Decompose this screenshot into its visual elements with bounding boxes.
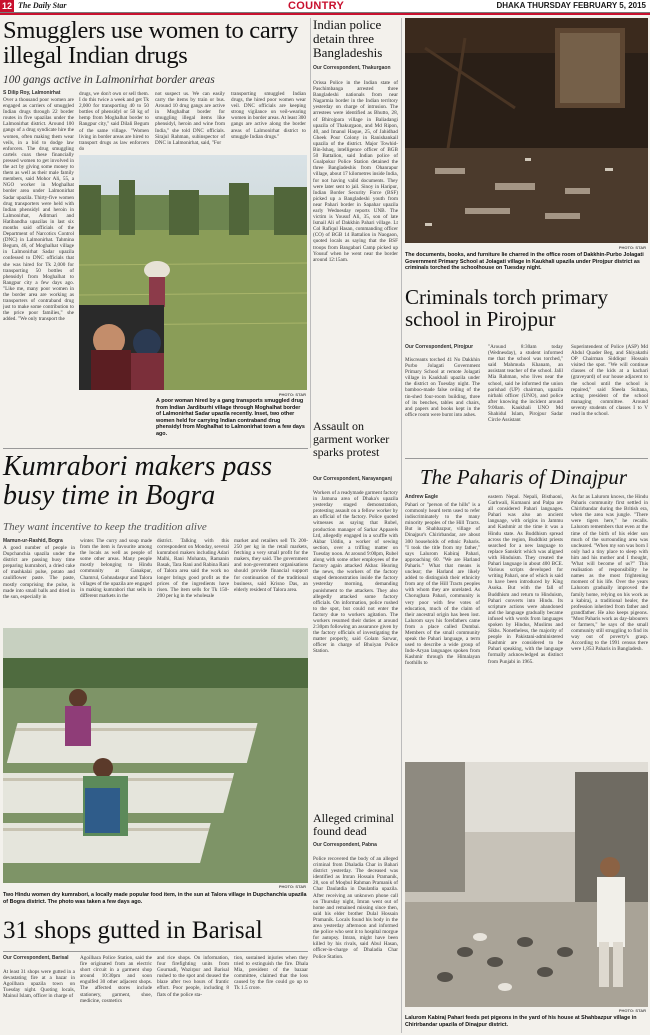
column-rule <box>401 18 402 1033</box>
kumrabori-headline: Kumrabori makers pass busy time in Bogra <box>3 451 273 511</box>
kumrabori-photo-credit: PHOTO: STAR <box>278 884 306 889</box>
smuggling-caption: A poor woman hired by a gang transports smuggled drug from Indian Jardiburhi village through Moghalhat border of Lalmonirhat Sadar upazila recently. Inset, two other women held for carrying Indian contraband drug phensidyl from Moghalhat to Lalmonirhat town a few days ago. <box>156 398 305 437</box>
dead-headline: Alleged criminal found dead <box>313 811 394 838</box>
smuggling-col-2: drugs, we don't own or sell them. I do this twice a week and get Tk 2,000 for transporting 40 to 50 bottles of phensidyl or 50 kg of hemp from Moghalhat border to Rangpur city," said Dilali Begum of the same village. "Women living in border areas are hired to transport drugs as law enforcers do <box>79 91 149 151</box>
paharis-photo <box>405 762 648 1007</box>
dead-byline: Our Correspondent, Pabna <box>313 842 377 848</box>
kumrabori-byline: Mamun-ur-Rashid, Bogra <box>3 538 63 544</box>
school-fire-photo <box>405 18 648 243</box>
dateline: DHAKA THURSDAY FEBRUARY 5, 2015 <box>496 1 646 10</box>
smuggling-col-1: Over a thousand poor women are engaged as carriers of smuggled Indian drugs through 22 border routes in five upazilas under the Lalmonirhat district. Around 100 gangs of a drug syndicate hire the women, often making them wear veils, in a bid to dodge law enforcers. The drug smuggling cartels coax these financially pressed women to get involved in the act by giving some money to them as well as their male family members, said Mohor Ali, 55, a NGO worker in Moghalhat border area under Lalmonirhat Sadar upazila. Thirty-five women drug transporters were held with Indian phensidyl and heroin in Lalmonirhat, Aditmari and Hatibandha upazilas in last six months said officials of the Department of Narcotics Control (DNC) in Lalmonirhat. Tahmina Begum, 46, of Moghalhat village in Lalmonirhat Sadar upazila confessed to DNC officials that she was hired for Tk 2,000 for transporting 50 bottles of phensidyl from Moghalhat to Rangpur city a few days ago. "Like me, many poor women in the border area are working as transporters of contraband drug just to make some contribution to the price poor families," she added. "We only transport the <box>3 97 74 323</box>
paharis-headline: The Paharis of Dinajpur <box>420 465 628 489</box>
paharis-col-2: eastern Nepal. Nepali, Bisthaoni, Garhwali, Kumauni and Palpa are all considered Pahari languages. Pahari was also an ancient language, with origins in Jammu and Kashmir at the time it was a Hindu state. As Buddhism spread across the region, Buddhist priests searched for a new language to replace Sanskrit which was aligned with Hinduism. They created the Pahari language in about 400 BCE. Various scripts developed for writing Pahari, one of which is said to have been introduced by King Asoka. But with the fall of Buddhism and return to Hinduism, Pahari converts into Hindu. Its scripture actions were abandoned and the language gradually became infused with words from languages spoken by Hindus, Muslims and Sikhs. Nonetheless, the majority of people in Pakistani-administered Kashmir are considered to be Pahari speaking, with the language formally acknowledged as distinct from Punjabi in 1965. <box>488 494 563 665</box>
paper-name: The Daily Star <box>18 1 67 10</box>
header-rule <box>0 13 650 15</box>
kumrabori-photo <box>3 628 308 883</box>
column-rule <box>310 18 311 448</box>
garment-byline: Our Correspondent, Narayanganj <box>313 476 392 482</box>
dead-body: Police recovered the body of an alleged criminal from Dhaladia Char in Bahari district yesterday. The deceased was identified as Imran Hossain Pramanik, 28, son of Moqbul Rahman Pramanik of Char Daulatdia in Daulatdia upazila. After receiving an unknown phone call on Thursday night, Imran went out of home and remained missing since then, said his elder brother Dulal Hossain Pramanik. Locals found his body in the area yesterday afternoon and informed the police who sent it to hospital morgue for autopsy. Imran, might have been killed by his rivals, said Abul Hasan, officer-in-charge of Dhaladia Char Police Station. <box>313 856 398 960</box>
barisal-col-2: Agoilhara Police Station, said the fire originated from an electric short circuit in a garment shop around 10:30pm and soon engulfed 30 other adjacent shops. The affected stores include stationery, garment, shoe, medicine, cosmetics <box>80 955 152 1004</box>
pirojpur-byline: Our Correspondent, Pirojpur <box>405 344 474 350</box>
police-headline: Indian police detain three Bangladeshis <box>313 17 383 60</box>
barisal-headline: 31 shops gutted in Barisal <box>3 917 263 944</box>
barisal-byline: Our Correspondent, Barisal <box>3 955 69 961</box>
barisal-col-3: and rice shops. On information, four firefighting units from Gournadi, Wazirpur and Barisal rushed to the spot and doused the blaze after two hours of frantic effort. Poor people, including 8 flats of the police sta- <box>157 955 229 998</box>
police-byline: Our Correspondent, Thakurgaon <box>313 65 391 71</box>
police-body: Orissa Police in the Indian state of Paschimbanga arrested three Bangladeshi nationals from near Nagarmia border in the Indian territory yesterday on charge of intrusion. The arrestees were identified as Bhutto, 28, of Bhirojpara village in Baliadangi upazila of Thakurgaon, and Md Ripon, 40, and Imanul Haque, 25, of Jahidhad Gheek Pour Colony in Ranishankail upazila of the district. Major Towhid-Bin-Ishaq, intelligence officer of BGB 50 Battalion, said Indian police of Goalpokur Police Station detained the three Bangladeshis from Ohanrapur village, about 17 kilometres inside India, for not having valid documents. They were later sent to jail. Sinoy in Haripur, Indian Border Security Force (BSF) picked up a Bangladeshi youth from near Pahari border in Sapahar upazila early Wednesday reports UNB. The victim is Yousuf Ali, 35, son of late Ismail Ali of Dakkhin Pahari village. Lt Col Rafiqul Hasan, commanding officer (CO) of BGB 14 Battalion in Naogaon, quoted locals as saying that the BSF troops from Bangabari Camp picked up Yousuf when he went near the border around 12:15am. <box>313 80 398 263</box>
paharis-col-3: As far as Lalurom knows, the Hindu Paharis community first settled in Chirirbandar during the British era, when the area was jungle. "There were tigers here," he recalls. Lalurom remembers that even at the time of the birth of his elder son much of the surrounding area was uncleared. "When my son was born I only had a tiny place to sleep with him and his mother and I thought, 'What will become of us?'" This realisation of responsibility he names as the most frightening moment of his life. Over the years Lalurom gradually improved the family home, relying on his work as a kabiraj, a traditional healer, the profession inherited from father and grandfather. He also keeps pigeons. "Most Paharis work as day-labourers or farmers," he says of the small community still struggling to find its way out of poverty's grasp. According to the 1991 census there were 1,853 Paharis in Bangladesh. <box>571 494 648 653</box>
smuggling-col-4: transporting smuggled Indian drugs, the hired poor women wear veil. DNC officials are keeping strong vigilance on veil-wearing women in border areas. At least 300 gangs are active along the border areas of Lalmonirhat district to smuggle Indian drugs." <box>231 91 306 140</box>
garment-body: Workers of a readymade garment factory in Jamuna area of Dhaka's upazila yesterday staged demonstration, protesting assault on a fellow worker by an official of the factory. Police quoted witnesses as saying that Rubel, production manager of Sarkar Apparels Ltd, allegedly engaged in a scuffle with Akbar Uddin, a worker of sewing section, over a trifling matter on Tuesday noon. At around 9:00pm, Rubel along with some other employees of the factory again attacked Akbar. Hearing the news, the workers of the factory staged demonstration inside the factory yesterday morning, demanding punishment to the attackers. They also allegedly attacked some factory officials. On information, police rushed to the spot, but could not enter the factory due to workers agitation. The workers resumed their duties at around 2:30pm following an assurance given by the factory officials of investigating the matter properly, said Golam Sarwar, officer in charge of Bhuiyan Police Station. <box>313 490 398 655</box>
section-rule <box>3 448 308 449</box>
pirojpur-headline: Criminals torch primary school in Pirojpur <box>405 285 608 331</box>
section-rule <box>405 458 648 459</box>
barisal-col-4: tion, sustained injuries when they tried to extinguish the fire. Dhala Mia, president of the bazaar committee, claimed that the loss caused by the fire could go up to Tk 1.5 crore. <box>234 955 308 992</box>
kumrabori-col-3: district. Talking with this correspondent on Monday, several kumrabori makers including Adari Malhi, Rani Mohanta, Ramanin Basak, Tara Rani and Rabina Rani of Talora area said the work no longer brings good profit as the prices of the ingredients have risen. The item sells for Tk 150-200 per kg in the wholesale <box>157 538 229 599</box>
smuggling-subhead: 100 gangs active in Lalmonirhat border areas <box>3 74 215 86</box>
kumrabori-caption: Two Hindu women dry kumrabori, a locally made popular food item, in the sun at Talora village in Dupchanchia upazila of Bogra district. The photo was taken a few days ago. <box>3 892 307 905</box>
paharis-caption: Lalurom Kabiraj Pahari feeds pet pigeons in the yard of his house at Shahbazpur village in Chirirbandar upazila of Dinajpur district. <box>405 1015 637 1028</box>
smuggling-photo-credit: PHOTO: STAR <box>278 392 306 397</box>
page-number: 12 <box>1 1 12 11</box>
garment-headline: Assault on garment worker sparks protest <box>313 419 390 459</box>
school-photo-caption: The documents, books, and furniture lie charred in the office room of Dakkhin-Purbo Jolagati Government Primary School at Jolagati village in Kaukhali upazila under Pirojpur district as criminals torched the schoolhouse on Tuesday night. <box>405 252 644 272</box>
kumrabori-col-2: winter. The curry and soup made from the item is favourite among the locals as well as people of some other areas. Many people mostly belonging to Hindu community at Ganakpur, Chamrul, Gohnadaspur and Talora villages of the upazila are engaged in making kumrabori that sells in different markets in the <box>80 538 152 599</box>
barisal-col-1: At least 31 shops were gutted in a devastating fire at a bazar in Agoilhara upazila town on Tuesday night. Quoting locals, Mainul Islam, officer in charge of <box>3 969 75 1000</box>
kumrabori-col-1: A good number of people in Dupchanchia upazila under the district are passing busy time preparing kumrabori, a dried cake of mashkalai pulse, potato and cauliflower paste. The paste, mostly comprising the pulse, is made into small balls and dried in the sun, especially in <box>3 545 75 600</box>
smuggling-byline: S Dilip Roy, Lalmonirhat <box>3 90 61 96</box>
paharis-photo-credit: PHOTO: STAR <box>618 1008 646 1013</box>
pirojpur-col-3: Superintendent of Police (ASP) Md Abdul Quader Beg, and Shiyakathi OP Chairman Siddiqur Hossain visited the spot. "We will continue classes of the kids at a kachari (graveyard) of our house adjacent to the school until the school is repaired," said Sheela Sultana, acting president of the school managing committee. Around seventy students of classes I to V read in the school. <box>571 344 648 418</box>
school-photo-credit: PHOTO: STAR <box>618 245 646 250</box>
section-title: COUNTRY <box>288 0 345 12</box>
pirojpur-col-1: Miscreants torched 41 No Dakkhin Purbo Jolagati Government Primary School at remote Jolagati village in Kaukhali upazila under the district on Tuesday night. The bamboo-made false ceiling of the tin-shed four-room building, three of its benches, tables and chairs, and papers and books kept in the office room were burnt into ashes. <box>405 357 480 418</box>
kumrabori-subhead: They want incentive to keep the tradition alive <box>3 521 207 533</box>
smuggling-headline: Smugglers use women to carry illegal Indian drugs <box>3 17 299 69</box>
kumrabori-col-4: market and retailers sell Tk 200-250 per kg in the retail markets, fetching a very small profit for the makers, they said. The government and non-government organisations should provide financial support for continuation of the traditional business, said Krisno Das, an elderly resident of Talora area. <box>234 538 308 593</box>
smuggling-col-3: not suspect us. We can easily carry the items by train or bus. Around 10 drug gangs are active in Moghalhat border for smuggling illegal items like phensidyl, heroin and wine from India," she told DNC officials. Sirajul Rahman, subinspector of DNC in Lalmonirhat, said, "For <box>155 91 225 146</box>
smuggling-photo <box>79 155 307 390</box>
pirojpur-col-2: "Around 8:30am today (Wednesday), a student informed me that the school was torched," said Mahmuda Khanam, an assistant teacher of the school. Jalil Mia Rahman, who lives near the school, said he informed the union parishad (UP) chairman, upazila nirbahi officer (UNO), and police after knowing the incident around 9:00am. Kaukhali UNO Md Shahidul Islam, Pirojpur Sadar Circle Assistant <box>488 344 563 424</box>
paharis-col-1: Pahari or "person of the hills" is a commonly heard term used to refer indiscriminately to the many minority peoples of the Hill Tracts. But in Shahbazpur, village of Dinajpur's Chirirbandar, are about 300 households of ethnic Paharis. "I took the title from my father," says Lalurom Kabiraj Pahari, approaching 60. "We are Harland Paharis." What that means is unclear; the Harland are likely added to distinguish their ethnicity from any of the Hill Tracts peoples with whom they are unrelated. As Chorugbara Pahari, community is very poor with few votes of education, much of the claim of their ancestral origin has been lost. Lalurom says his forefathers came from a place called Dumbai. Members of the small community speak the Pahari language, a term used to describe a wide group of Indo-Aryan languages spoken from Kashmir through the Himalayan foothills to <box>405 502 480 667</box>
section-rule <box>3 951 308 952</box>
paharis-byline: Andrew Eagle <box>405 494 439 500</box>
